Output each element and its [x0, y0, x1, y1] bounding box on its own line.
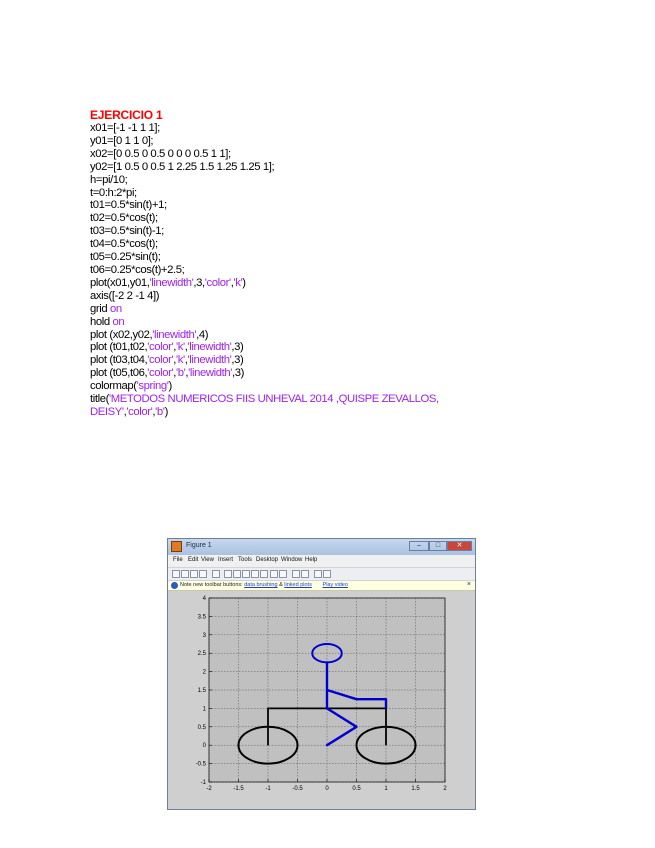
code-line: plot(x01,y01,'linewidth',3,'color','k') [90, 276, 246, 289]
code-line: plot (x02,y02,'linewidth',4) [90, 328, 209, 341]
data-brushing-link[interactable]: data brushing [244, 582, 278, 588]
code-line: y01=[0 1 1 0]; [90, 134, 154, 147]
code-line: plot (t01,t02,'color','k','linewidth',3) [90, 341, 244, 354]
play-video-link[interactable]: Play video [322, 582, 348, 588]
menu-insert[interactable]: Insert [218, 557, 234, 563]
figure-canvas [168, 591, 475, 809]
close-note-icon[interactable]: × [466, 581, 471, 588]
y-tick-label: 2 [202, 669, 206, 676]
menu-tools[interactable]: Tools [238, 557, 253, 563]
plot-svg [168, 591, 475, 809]
code-line: y02=[1 0.5 0 0.5 1 2.25 1.5 1.25 1.25 1]; [90, 160, 275, 173]
maximize-button[interactable]: □ [429, 541, 447, 551]
show-tools-icon[interactable] [323, 570, 331, 578]
y-tick-label: -0.5 [195, 761, 206, 768]
print-icon[interactable] [199, 570, 207, 578]
y-tick-label: 4 [202, 596, 206, 602]
menu-desktop[interactable]: Desktop [256, 557, 279, 563]
hide-tools-icon[interactable] [314, 570, 322, 578]
zoom-in-icon[interactable] [224, 570, 232, 578]
close-button[interactable]: ✕ [447, 541, 472, 551]
link-icon[interactable] [279, 570, 287, 578]
code-line: t01=0.5*sin(t)+1; [90, 199, 167, 212]
linked-plots-link[interactable]: linked plots [284, 582, 312, 588]
colorbar-icon[interactable] [292, 570, 300, 578]
y-tick-label: 3.5 [197, 614, 206, 621]
menu-view[interactable]: View [201, 557, 214, 563]
x-tick-label: 1.5 [411, 786, 420, 792]
menu-window[interactable]: Window [281, 557, 303, 563]
code-line: grid on [90, 302, 122, 315]
code-line: t=0:h:2*pi; [90, 186, 137, 199]
menu-bar [168, 555, 475, 567]
document-body [90, 108, 550, 419]
code-line: DEISY','color','b') [90, 405, 168, 418]
open-icon[interactable] [181, 570, 189, 578]
window-title: Figure 1 [186, 542, 212, 549]
datacursor-icon[interactable] [260, 570, 268, 578]
x-tick-label: 2 [443, 786, 447, 792]
code-line: colormap('spring') [90, 380, 172, 393]
note-text: Note new toolbar buttons: data brushing & linked plots Play video [180, 582, 348, 588]
rotate-icon[interactable] [251, 570, 259, 578]
code-block [90, 122, 550, 419]
code-line: t05=0.25*sin(t); [90, 251, 161, 264]
window-titlebar[interactable] [168, 539, 475, 555]
y-tick-label: 0.5 [197, 724, 206, 731]
figure-window [167, 538, 476, 810]
menu-edit[interactable]: Edit [188, 557, 199, 563]
save-icon[interactable] [190, 570, 198, 578]
minimize-button[interactable]: – [409, 541, 429, 551]
info-icon [171, 582, 178, 589]
y-tick-label: 1 [202, 706, 206, 713]
zoom-out-icon[interactable] [233, 570, 241, 578]
y-tick-label: 2.5 [197, 651, 206, 658]
code-line: plot (t05,t06,'color','b','linewidth',3) [90, 367, 244, 380]
code-line: axis([-2 2 -1 4]) [90, 289, 160, 302]
matlab-figure-icon [171, 541, 182, 552]
code-line: t03=0.5*sin(t)-1; [90, 225, 164, 238]
code-line: x02=[0 0.5 0 0.5 0 0 0 0.5 1 1]; [90, 147, 231, 160]
code-line: t04=0.5*cos(t); [90, 238, 158, 251]
y-tick-label: 0 [202, 743, 206, 750]
x-tick-label: -1 [265, 786, 271, 792]
y-tick-label: 1.5 [197, 688, 206, 694]
toolbar-note-bar [168, 581, 475, 591]
code-line: title('METODOS NUMERICOS FIIS UNHEVAL 2014 ,QUISPE ZEVALLOS, [90, 393, 439, 406]
legend-icon[interactable] [301, 570, 309, 578]
menu-help[interactable]: Help [305, 557, 318, 563]
new-file-icon[interactable] [172, 570, 180, 578]
y-tick-label: 3 [202, 632, 206, 639]
code-line: t06=0.25*cos(t)+2.5; [90, 263, 185, 276]
code-line: h=pi/10; [90, 173, 128, 186]
brush-icon[interactable] [270, 570, 278, 578]
x-tick-label: 0.5 [352, 786, 361, 792]
exercise-heading: EJERCICIO 1 [90, 108, 163, 122]
x-tick-label: -0.5 [292, 786, 303, 792]
x-tick-label: -1.5 [233, 786, 244, 792]
code-line: plot (t03,t04,'color','k','linewidth',3) [90, 354, 244, 367]
figure-toolbar [168, 567, 475, 581]
y-tick-label: -1 [200, 780, 206, 786]
code-line: hold on [90, 315, 125, 328]
x-tick-label: -2 [206, 786, 212, 792]
x-tick-label: 0 [325, 786, 329, 792]
pointer-icon[interactable] [212, 570, 220, 578]
menu-file[interactable]: File [173, 557, 183, 563]
code-line: x01=[-1 -1 1 1]; [90, 122, 160, 134]
x-tick-label: 1 [384, 786, 388, 792]
pan-icon[interactable] [242, 570, 250, 578]
code-line: t02=0.5*cos(t); [90, 212, 158, 225]
